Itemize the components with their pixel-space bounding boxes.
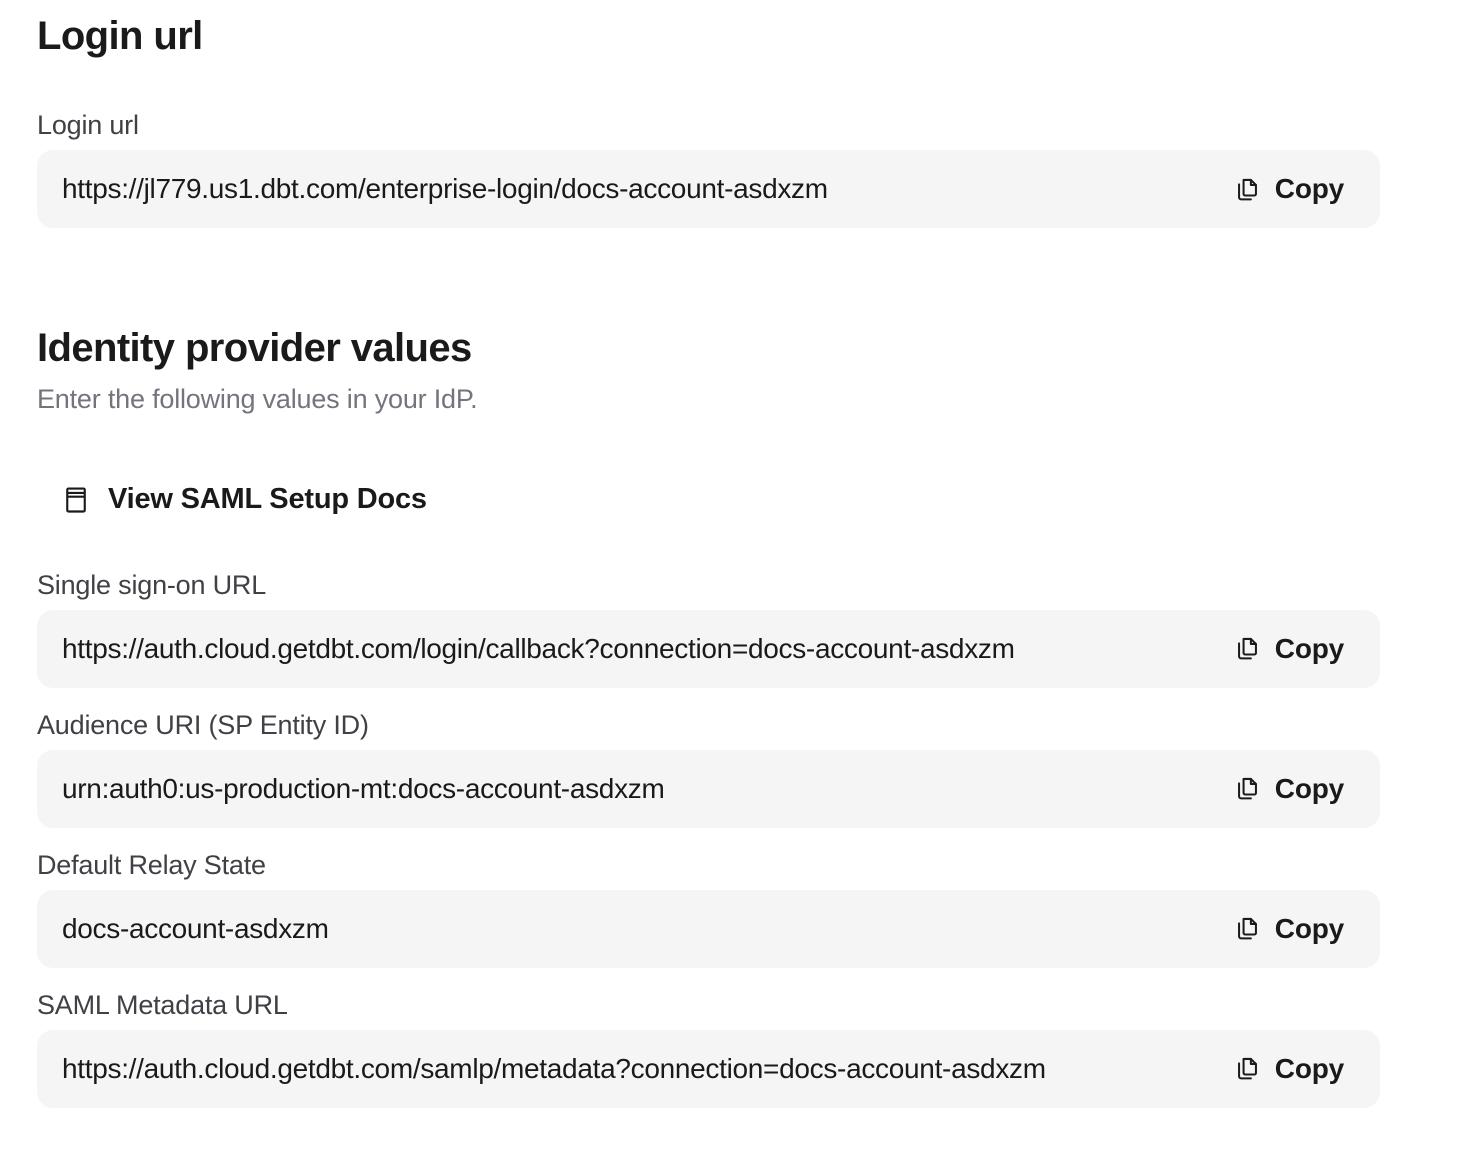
login-url-value: https://jl779.us1.dbt.com/enterprise-login/docs-account-asdxzm	[62, 173, 828, 204]
audience-uri-value-box	[37, 750, 1380, 828]
copy-pages-icon	[1234, 635, 1261, 662]
default-relay-state-field-label: Default Relay State	[37, 849, 266, 880]
login-url-field-label: Login url	[37, 110, 139, 140]
saml-metadata-url-copy-button[interactable]	[1234, 1053, 1344, 1085]
idp-section-subtitle: Enter the following values in your IdP.	[37, 384, 478, 414]
login-url-value-box	[37, 150, 1380, 228]
login-url-field-group	[37, 108, 1380, 228]
copy-pages-icon	[1234, 915, 1261, 942]
audience-uri-field-label: Audience URI (SP Entity ID)	[37, 709, 369, 740]
copy-button-label: Copy	[1274, 912, 1344, 944]
saml-metadata-url-field-group	[37, 988, 1380, 1108]
saml-metadata-url-value: https://auth.cloud.getdbt.com/samlp/metadata?connection=docs-account-asdxzm	[62, 1052, 1046, 1084]
sso-url-value: https://auth.cloud.getdbt.com/login/callback?connection=docs-account-asdxzm	[62, 632, 1015, 664]
login-url-section	[37, 12, 1380, 228]
default-relay-state-copy-button[interactable]	[1234, 913, 1344, 945]
audience-uri-copy-button[interactable]	[1234, 773, 1344, 805]
saml-metadata-url-field-label: SAML Metadata URL	[37, 989, 288, 1020]
default-relay-state-value: docs-account-asdxzm	[62, 912, 329, 944]
copy-pages-icon	[1234, 775, 1261, 802]
view-saml-setup-docs-link[interactable]	[61, 483, 427, 516]
sso-url-copy-button[interactable]	[1234, 633, 1344, 665]
journal-icon	[61, 485, 91, 515]
identity-provider-values-section	[37, 324, 1380, 1108]
login-url-copy-button[interactable]	[1234, 173, 1344, 205]
sso-url-field-group	[37, 568, 1380, 688]
view-saml-setup-docs-label: View SAML Setup Docs	[108, 483, 427, 515]
copy-button-label: Copy	[1274, 772, 1344, 804]
sso-url-value-box	[37, 610, 1380, 688]
default-relay-state-value-box	[37, 890, 1380, 968]
copy-button-label: Copy	[1274, 1052, 1344, 1084]
login-url-section-title: Login url	[37, 14, 203, 58]
idp-section-title: Identity provider values	[37, 326, 472, 370]
copy-button-label: Copy	[1274, 632, 1344, 664]
copy-pages-icon	[1234, 1055, 1261, 1082]
default-relay-state-field-group	[37, 848, 1380, 968]
audience-uri-value: urn:auth0:us-production-mt:docs-account-asdxzm	[62, 772, 665, 804]
copy-button-label: Copy	[1274, 173, 1344, 204]
audience-uri-field-group	[37, 708, 1380, 828]
saml-metadata-url-value-box	[37, 1030, 1380, 1108]
sso-url-field-label: Single sign-on URL	[37, 569, 267, 600]
copy-pages-icon	[1234, 176, 1261, 203]
